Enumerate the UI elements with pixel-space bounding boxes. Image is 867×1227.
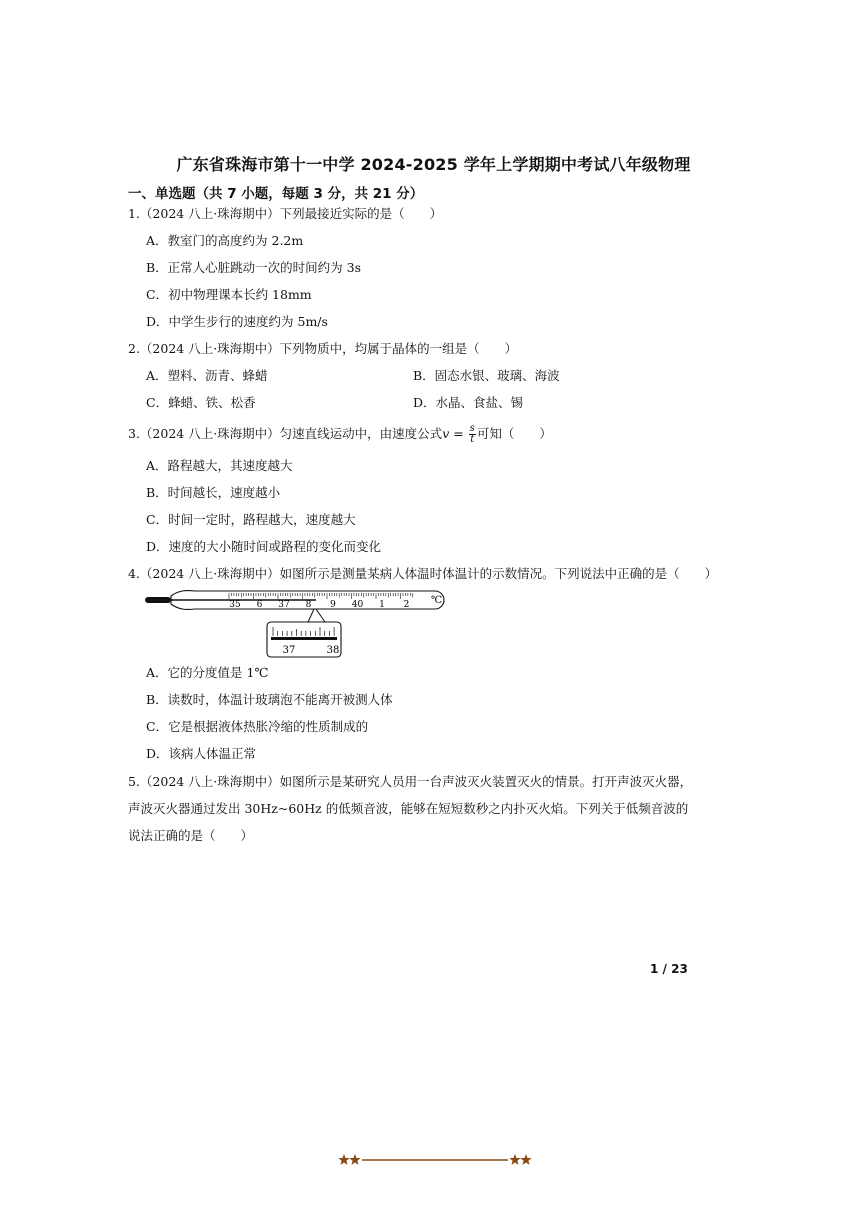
question-4-option-b[interactable]: B．读数时，体温计玻璃泡不能离开被测人体 [146, 692, 393, 707]
thermometer-label: 9 [330, 600, 336, 610]
question-4-option-a[interactable]: A．它的分度值是 1℃ [146, 665, 269, 680]
question-1-option-b[interactable]: B．正常人心脏跳动一次的时间约为 3s [146, 260, 362, 275]
zoom-label-38: 38 [326, 645, 340, 656]
question-1-option-a[interactable]: A．教室门的高度约为 2.2m [146, 233, 304, 248]
fraction-numerator: s [469, 423, 475, 434]
thermometer-label: 8 [305, 600, 312, 610]
page-title: 广东省珠海市第十一中学 2024-2025 学年上学期期中考试八年级物理 [176, 155, 691, 174]
thermometer-ticks [229, 593, 413, 599]
question-3-option-a[interactable]: A．路程越大，其速度越大 [146, 458, 293, 473]
page-number: 1 / 23 [650, 962, 688, 976]
star-icon [349, 1154, 360, 1165]
question-2-option-b[interactable]: B．固态水银、玻璃、海波 [413, 368, 560, 383]
equals-sign: = [449, 426, 468, 441]
question-4-stem: 4.（2024 八上·珠海期中）如图所示是测量某病人体温时体温计的示数情况。下列说法中正确的是（ ） [128, 566, 718, 581]
question-2-stem: 2.（2024 八上·珠海期中）下列物质中，均属于晶体的一组是（ ） [128, 341, 518, 356]
velocity-symbol: v [442, 426, 450, 441]
question-1-option-c[interactable]: C．初中物理课本长约 18mm [146, 287, 312, 302]
zoom-label-37: 37 [282, 645, 296, 656]
question-2-option-a[interactable]: A．塑料、沥青、蜂蜡 [146, 368, 268, 383]
question-2-option-c[interactable]: C．蜂蜡、铁、松香 [146, 395, 256, 410]
question-3-stem-end: 可知（ ） [476, 426, 552, 441]
question-3-stem [128, 424, 552, 445]
question-2-option-d[interactable]: D．水晶、食盐、锡 [413, 395, 524, 410]
thermometer-bulb [145, 597, 171, 603]
star-icon [338, 1154, 349, 1165]
question-1-stem: 1.（2024 八上·珠海期中）下列最接近实际的是（ ） [128, 206, 443, 221]
question-3-stem-start: 3.（2024 八上·珠海期中）匀速直线运动中，由速度公式 [128, 426, 443, 441]
question-3-option-d[interactable]: D．速度的大小随时间或路程的变化而变化 [146, 539, 382, 554]
thermometer-unit: ℃ [431, 595, 443, 606]
question-5-stem-line-2: 声波灭火器通过发出 30Hz~60Hz 的低频音波，能够在短短数秒之内扑灭火焰。下列关于低频音波的 [128, 801, 689, 816]
question-4-option-d[interactable]: D．该病人体温正常 [146, 746, 257, 761]
question-4-option-c[interactable]: C．它是根据液体热胀冷缩的性质制成的 [146, 719, 369, 734]
thermometer-label: 35 [229, 600, 241, 610]
question-3-option-c[interactable]: C．时间一定时，路程越大，速度越大 [146, 512, 356, 527]
thermometer-label: 2 [403, 600, 410, 610]
section-heading: 一、单选题（共 7 小题，每题 3 分，共 21 分） [128, 186, 424, 202]
star-icon [509, 1154, 520, 1165]
thermometer-label: 40 [351, 600, 364, 610]
question-1-option-d[interactable]: D．中学生步行的速度约为 5m/s [146, 314, 328, 329]
thermometer-label: 6 [256, 600, 263, 610]
velocity-fraction [469, 424, 476, 445]
thermometer-label: 37 [278, 600, 290, 610]
zoom-mercury [271, 637, 337, 640]
question-5-stem-line-1: 5.（2024 八上·珠海期中）如图所示是某研究人员用一台声波灭火装置灭火的情景。打开声波灭火器， [128, 774, 693, 789]
star-icon [520, 1154, 531, 1165]
question-3-option-b[interactable]: B．时间越长，速度越小 [146, 485, 281, 500]
thermometer-figure [143, 588, 448, 660]
zoom-callout-lines [308, 609, 325, 622]
question-5-stem-line-3: 说法正确的是（ ） [128, 828, 254, 843]
footer-ornament [336, 1150, 536, 1170]
thermometer-label: 1 [379, 600, 385, 610]
fraction-denominator: t [470, 434, 475, 445]
